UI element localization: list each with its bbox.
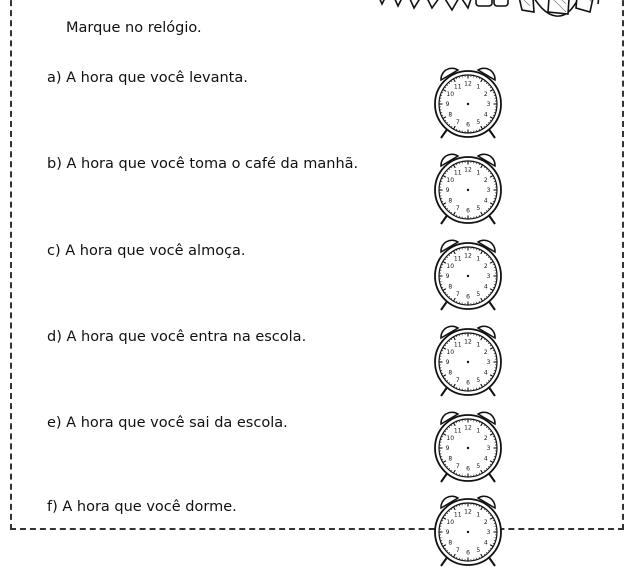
- clock-number: 8: [448, 539, 452, 546]
- clock-number: 9: [446, 273, 450, 280]
- clock-number: 7: [456, 547, 460, 554]
- clock-number: 8: [448, 283, 452, 290]
- question-a: a) A hora que você levanta.: [47, 70, 248, 86]
- clock-number: 3: [487, 101, 491, 108]
- clock-number: 12: [464, 81, 472, 88]
- clock-number: 6: [466, 208, 470, 215]
- clock-number: 11: [454, 511, 462, 518]
- clock-number: 4: [484, 539, 488, 546]
- clock-number: 2: [484, 263, 488, 270]
- clock-number: 9: [446, 101, 450, 108]
- alarm-clock-icon[interactable]: [428, 62, 508, 140]
- clock-number: 6: [466, 380, 470, 387]
- clock-number: 2: [484, 349, 488, 356]
- question-d: d) A hora que você entra na escola.: [47, 329, 306, 345]
- clock-number: 5: [476, 463, 480, 470]
- clock-number: 7: [456, 463, 460, 470]
- clock-number: 1: [476, 427, 480, 434]
- clock-number: 9: [446, 445, 450, 452]
- alarm-clock-icon[interactable]: [428, 148, 508, 226]
- question-c: c) A hora que você almoça.: [47, 243, 246, 259]
- clock-number: 1: [476, 511, 480, 518]
- clock-number: 11: [454, 427, 462, 434]
- clock-number: 7: [456, 119, 460, 126]
- clock-number: 2: [484, 519, 488, 526]
- alarm-clock-icon[interactable]: [428, 234, 508, 312]
- clock-number: 12: [464, 509, 472, 516]
- clock-number: 6: [466, 466, 470, 473]
- clock-number: 11: [454, 169, 462, 176]
- instruction-text: Marque no relógio.: [66, 20, 202, 36]
- clock-number: 9: [446, 359, 450, 366]
- clock-number: 8: [448, 197, 452, 204]
- clock-number: 2: [484, 435, 488, 442]
- clock-number: 11: [454, 255, 462, 262]
- clock-number: 8: [448, 111, 452, 118]
- question-f: f) A hora que você dorme.: [47, 499, 237, 515]
- question-b: b) A hora que você toma o café da manhã.: [47, 156, 358, 172]
- question-e: e) A hora que você sai da escola.: [47, 415, 288, 431]
- clock-number: 4: [484, 197, 488, 204]
- clock-number: 1: [476, 169, 480, 176]
- clock-number: 8: [448, 455, 452, 462]
- clock-number: 3: [487, 529, 491, 536]
- clock-number: 6: [466, 550, 470, 557]
- clock-number: 1: [476, 83, 480, 90]
- clock-number: 9: [446, 187, 450, 194]
- clock-number: 3: [487, 273, 491, 280]
- clock-number: 10: [446, 519, 454, 526]
- alarm-clock-icon[interactable]: [428, 320, 508, 398]
- clock-number: 5: [476, 377, 480, 384]
- clock-number: 2: [484, 91, 488, 98]
- clock-number: 3: [487, 187, 491, 194]
- clock-number: 2: [484, 177, 488, 184]
- clock-number: 10: [446, 349, 454, 356]
- clock-number: 4: [484, 111, 488, 118]
- clock-number: 5: [476, 291, 480, 298]
- clock-number: 11: [454, 83, 462, 90]
- clock-number: 5: [476, 547, 480, 554]
- clock-number: 10: [446, 91, 454, 98]
- clock-number: 12: [464, 253, 472, 260]
- clock-number: 6: [466, 122, 470, 129]
- clock-number: 7: [456, 377, 460, 384]
- clock-number: 12: [464, 425, 472, 432]
- clock-number: 12: [464, 339, 472, 346]
- clock-number: 11: [454, 341, 462, 348]
- clock-number: 4: [484, 455, 488, 462]
- clock-number: 9: [446, 529, 450, 536]
- clock-number: 5: [476, 205, 480, 212]
- title-banner: [372, 0, 602, 20]
- clock-number: 3: [487, 359, 491, 366]
- clock-number: 10: [446, 177, 454, 184]
- clock-number: 1: [476, 341, 480, 348]
- clock-number: 6: [466, 294, 470, 301]
- clock-number: 7: [456, 291, 460, 298]
- clock-number: 4: [484, 369, 488, 376]
- alarm-clock-icon[interactable]: [428, 490, 508, 568]
- clock-number: 5: [476, 119, 480, 126]
- clock-number: 10: [446, 263, 454, 270]
- clock-number: 10: [446, 435, 454, 442]
- clock-number: 1: [476, 255, 480, 262]
- clock-number: 7: [456, 205, 460, 212]
- clock-number: 12: [464, 167, 472, 174]
- clock-number: 8: [448, 369, 452, 376]
- clock-number: 4: [484, 283, 488, 290]
- alarm-clock-icon[interactable]: [428, 406, 508, 484]
- clock-number: 3: [487, 445, 491, 452]
